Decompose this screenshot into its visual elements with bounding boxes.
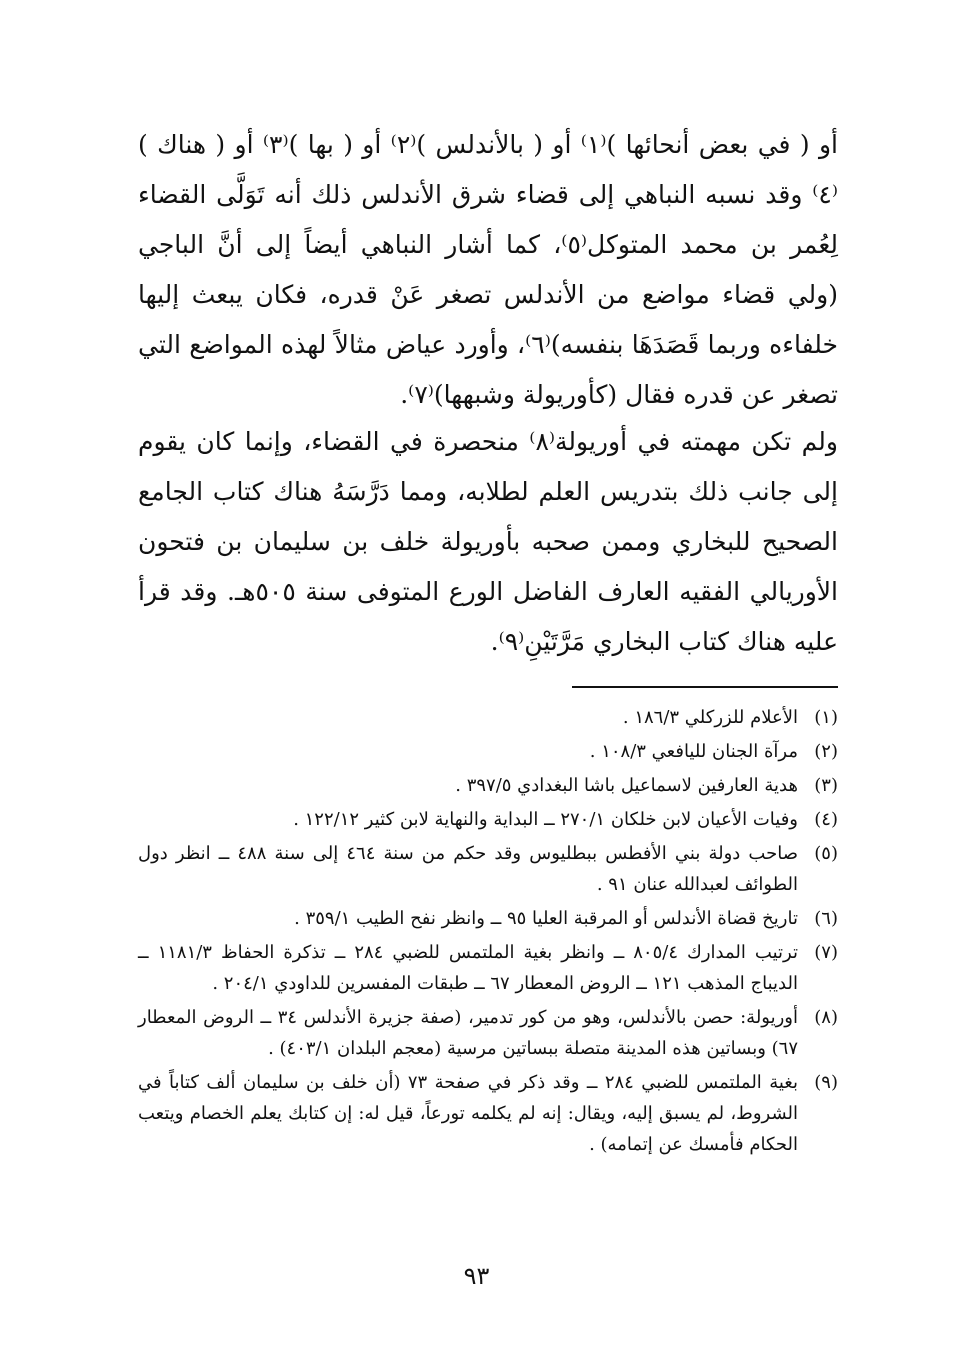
footnote-9: [138, 1067, 838, 1160]
footnote-text: هدية العارفين لاسماعيل باشا البغدادي ٣٩٧/٥ .: [455, 775, 798, 796]
footnote-text: صاحب دولة بني الأفطس ببطليوس وقد حكم من سنة ٤٦٤ إلى سنة ٤٨٨ ــ انظر دول الطوائف لعبدالله عنان ٩١ .: [138, 843, 798, 895]
footnote-number: (٧): [814, 942, 838, 963]
footnote-text: ترتيب المدارك ٨٠٥/٤ ــ وانظر بغية الملتمس للضبي ٢٨٤ ــ تذكرة الحفاظ ١١٨١/٣ ــ الديباج المذهب ١٢١ ــ الروض المعطار ٦٧ ــ طبقات المفسرين للداودي ٢٠٤/١ .: [138, 942, 798, 994]
footnote-6: [138, 903, 838, 934]
footnote-text: وفيات الأعيان لابن خلكان ٢٧٠/١ ــ البداية والنهاية لابن كثير ١٢٢/١٢ .: [293, 809, 798, 830]
footnote-number: (٨): [814, 1007, 838, 1028]
footnote-3: [138, 770, 838, 801]
footnote-number: (٥): [814, 843, 838, 864]
footnotes-list: [138, 702, 838, 1163]
footnote-number: (٦): [814, 908, 838, 929]
footnote-4: [138, 804, 838, 835]
footnote-text: الأعلام للزركلي ١٨٦/٣ .: [622, 707, 798, 728]
footnote-text: أوريولة: حصن بالأندلس، وهو من كور تدمير، (صفة جزيرة الأندلس ٣٤ ــ الروض المعطار ٦٧) وبساتين هذه المدينة متصلة ببساتين مرسية (معجم البلدان ٤٠٣/١) .: [138, 1007, 798, 1059]
footnote-text: بغية الملتمس للضبي ٢٨٤ ــ وقد ذكر في صفحة ٧٣ (أن خلف بن سليمان ألف كتاباً في الشروط، لم يسبق إليه، ويقال: إنه لم يكلمه تورعاً، قيل له: إن كتابك يعلم الخصام ويتعب الحكام فأمسك عن إتمامه) .: [138, 1072, 798, 1155]
footnote-5: [138, 838, 838, 900]
body-paragraph-2: ولم تكن مهمته في أوريولة⁽٨⁾ منحصرة في القضاء، وإنما كان يقوم إلى جانب ذلك بتدريس العلم لطلابه، ومما دَرَّسَهُ هناك كتاب الجامع الصحيح للبخاري وممن صحبه بأوريولة خلف بن سليمان بن فتحون الأوريالي الفقيه العارف الفاضل الورع المتوفى سنة ٥٠٥هـ. وقد قرأ عليه هناك كتاب البخاري مَرَّتَيْنِ⁽٩⁾.: [138, 427, 839, 656]
footnote-number: (٢): [814, 741, 838, 762]
footnote-1: [138, 702, 838, 733]
footnote-2: [138, 736, 838, 767]
footnote-number: (٤): [814, 809, 838, 830]
footnote-8: [138, 1002, 838, 1064]
footnote-separator: [572, 686, 838, 688]
body-paragraph-1: أو ( في بعض أنحائها )⁽١⁾ أو ( بالأندلس )⁽٢⁾ أو ( بها )⁽٣⁾ أو ( هناك )⁽٤⁾ وقد نسبه النباهي إلى قضاء شرق الأندلس ذلك أنه تَوَلَّى القضاء لِعُمر بن محمد المتوكل⁽٥⁾، كما أشار النباهي أيضاً إلى أنَّ الباجي (ولي قضاء مواضع من الأندلس تصغر عَنْ قدره، فكان يبعث إليها خلفاءه وربما قَصَدَهَا بنفسه)⁽٦⁾، وأورد عياض مثالاً لهذه المواضع التي تصغر عن قدره فقال (كأوريولة وشبهها)⁽٧⁾.: [138, 130, 838, 409]
footnote-text: مرآة الجنان لليافعي ١٠٨/٣ .: [589, 741, 798, 762]
footnote-7: [138, 937, 838, 999]
footnote-number: (٣): [814, 775, 838, 796]
footnote-number: (١): [814, 707, 838, 728]
footnote-text: تاريخ قضاة الأندلس أو المرقبة العليا ٩٥ ــ وانظر نفح الطيب ٣٥٩/١ .: [294, 908, 798, 929]
page-number: ٩٣: [463, 1262, 490, 1290]
footnote-number: (٩): [814, 1072, 838, 1093]
